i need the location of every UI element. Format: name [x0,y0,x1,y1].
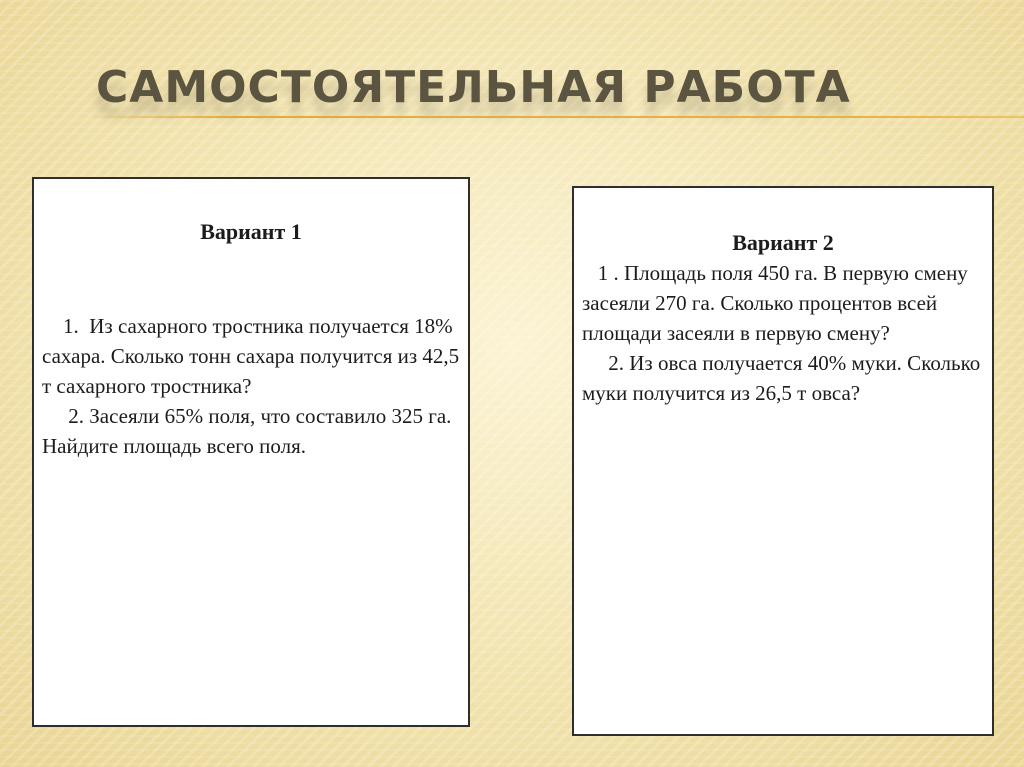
variant-2-heading: Вариант 2 [732,230,834,255]
task-number: 1 . [582,261,624,285]
task-text: Из сахарного тростника получается 18% сахара. Сколько тонн сахара получится из 42,5 т сахарного тростника? [42,314,460,398]
variant-1-heading: Вариант 1 [200,219,302,244]
variant-1-task-1 [42,311,460,401]
task-text: Засеяли 65% поля, что составило 325 га. Найдите площадь всего поля. [42,404,452,458]
variant-2-task-2 [582,348,986,408]
variant-1-card [32,177,470,727]
task-text: Из овса получается 40% муки. Сколько муки получится из 26,5 т овса? [582,351,981,405]
page-title: САМОСТОЯТЕЛЬНАЯ РАБОТА [96,62,851,113]
variant-1-tasks [42,311,460,461]
variant-2-tasks [582,258,986,408]
variant-1-task-2 [42,401,460,461]
task-number: 1. [42,314,90,338]
task-text: Площадь поля 450 га. В первую смену засеяли 270 га. Сколько процентов всей площади засеяли в первую смену? [582,261,968,345]
task-number: 2. [42,404,90,428]
title-underline [94,116,1024,118]
variant-2-card [572,186,994,736]
variant-2-task-1 [582,258,986,348]
task-number: 2. [582,351,630,375]
